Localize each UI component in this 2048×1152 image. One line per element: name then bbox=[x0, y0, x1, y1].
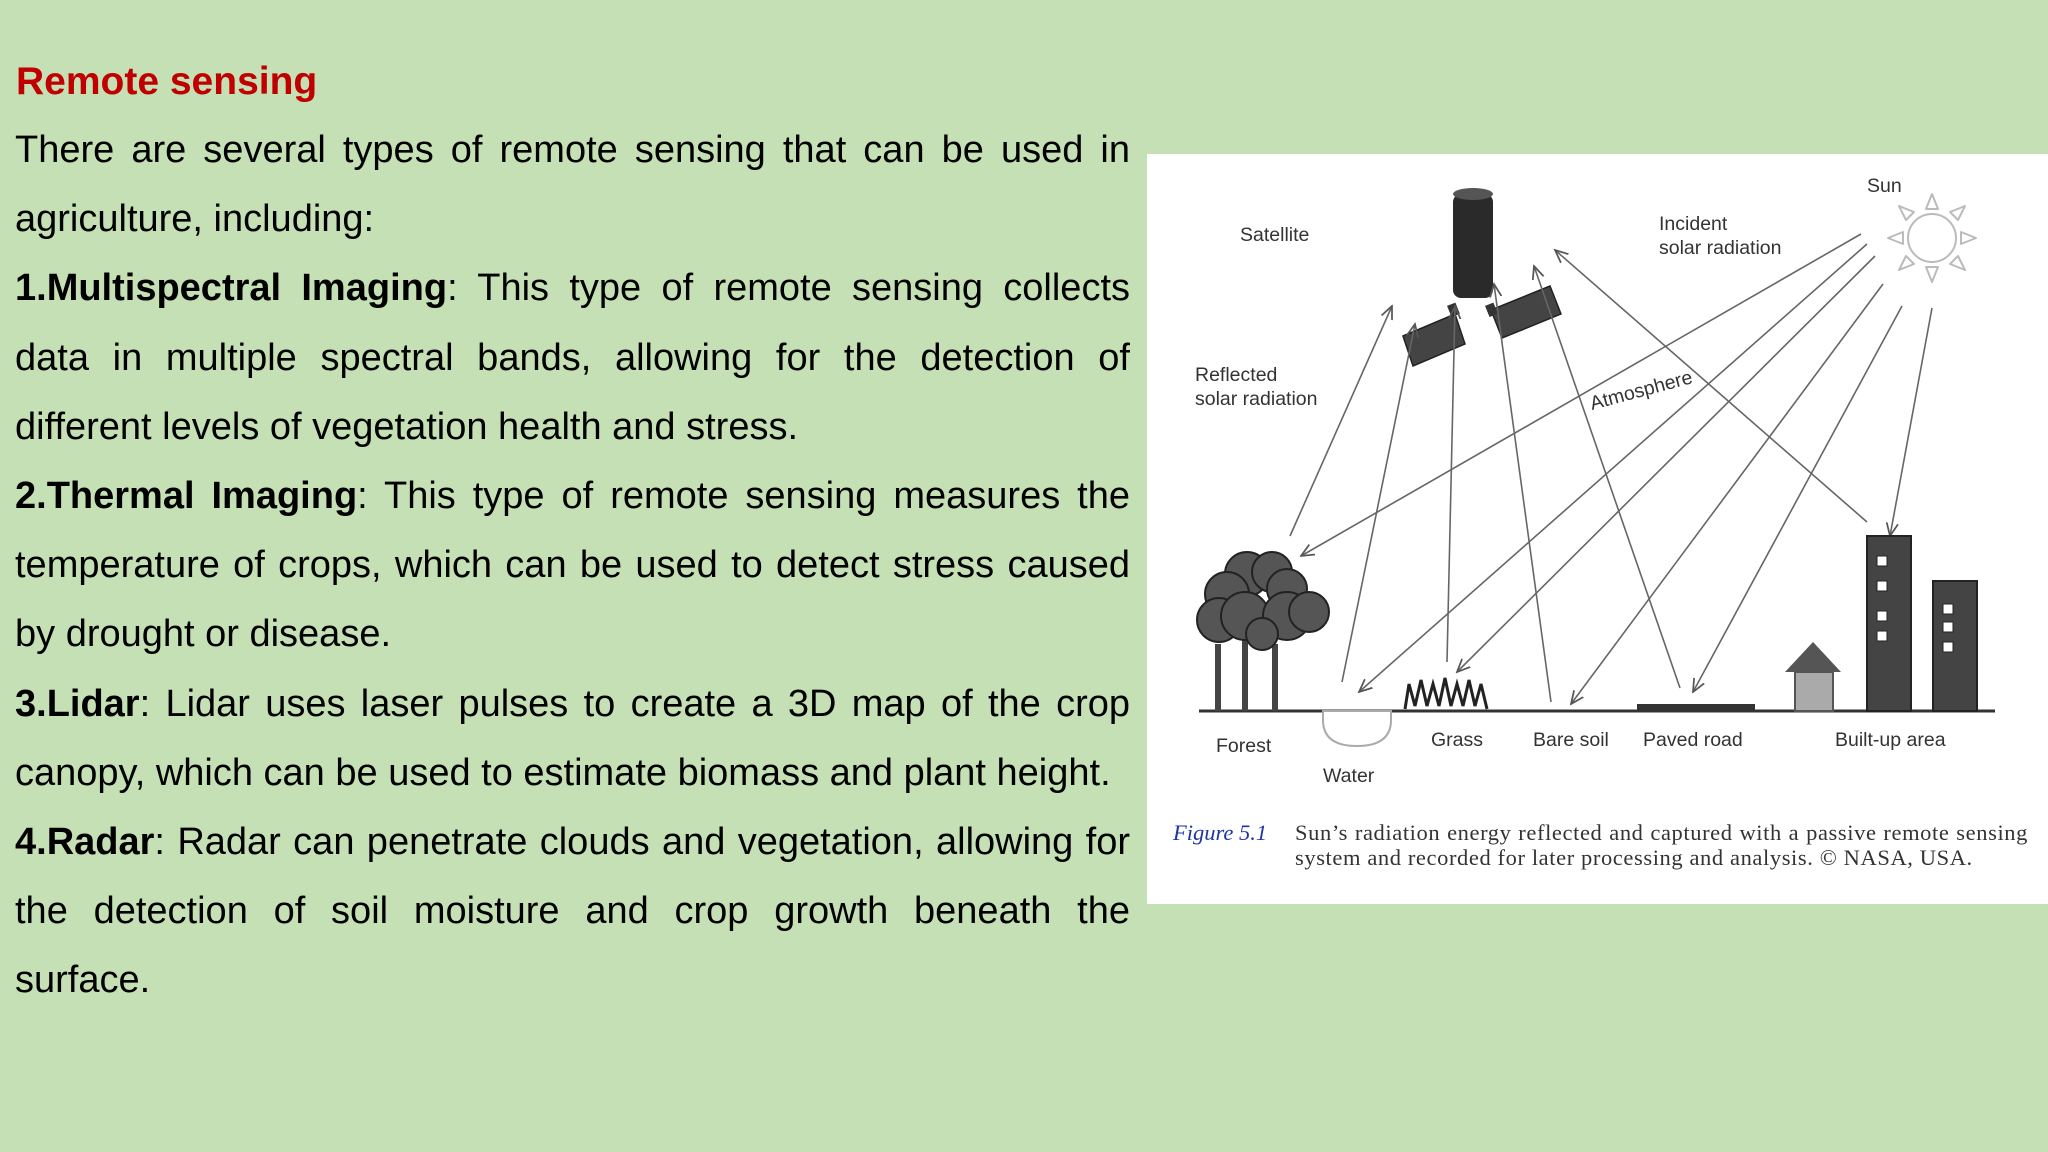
label-built-up-area: Built-up area bbox=[1835, 729, 1946, 751]
caption-text: Sun’s radiation energy reflected and captured with a passive remote sensing system and recorded for later processing and analysis. © NASA, USA. bbox=[1295, 820, 2028, 870]
sun-icon bbox=[1888, 194, 1976, 282]
water-icon bbox=[1323, 711, 1391, 746]
item-text: : Lidar uses laser pulses to create a 3D map of the crop canopy, which can be used to estimate biomass and plant height. bbox=[15, 682, 1130, 794]
label-reflected-2: solar radiation bbox=[1195, 388, 1318, 410]
reflected-radiation-arrows bbox=[1290, 250, 1867, 702]
label-grass: Grass bbox=[1431, 729, 1484, 751]
label-reflected-1: Reflected bbox=[1195, 364, 1278, 386]
list-item bbox=[15, 462, 1130, 670]
label-bare-soil: Bare soil bbox=[1533, 729, 1609, 751]
body-text bbox=[15, 116, 1130, 1016]
item-term: 4.Radar bbox=[15, 821, 155, 864]
forest-icon bbox=[1197, 552, 1329, 711]
label-incident-1: Incident bbox=[1659, 213, 1728, 235]
item-term: 1.Multispectral Imaging bbox=[15, 267, 448, 310]
label-incident-2: solar radiation bbox=[1659, 237, 1782, 259]
label-forest: Forest bbox=[1216, 735, 1272, 757]
label-satellite: Satellite bbox=[1240, 224, 1310, 246]
item-term: 3.Lidar bbox=[15, 682, 140, 725]
intro-paragraph: There are several types of remote sensing that can be used in agriculture, including: bbox=[15, 129, 1130, 241]
list-item bbox=[15, 808, 1130, 1016]
item-text: : This type of remote sensing measures the temperature of crops, which can be used to detect stress caused by drought or disease. bbox=[15, 475, 1130, 656]
slide-title: Remote sensing bbox=[16, 60, 318, 103]
house-icon bbox=[1785, 642, 1841, 711]
item-text: : This type of remote sensing collects data in multiple spectral bands, allowing for the detection of different levels of vegetation health and stress. bbox=[15, 267, 1130, 448]
list-item bbox=[15, 670, 1130, 808]
label-atmosphere: Atmosphere bbox=[1587, 366, 1695, 415]
figure-panel bbox=[1147, 154, 2048, 904]
label-paved-road: Paved road bbox=[1643, 729, 1743, 751]
item-text: : Radar can penetrate clouds and vegetation, allowing for the detection of soil moisture and crop growth beneath the surface. bbox=[15, 821, 1130, 1002]
building-icon bbox=[1867, 536, 1977, 711]
remote-sensing-diagram bbox=[1147, 154, 2048, 814]
caption-label: Figure 5.1 bbox=[1173, 820, 1268, 845]
list-item bbox=[15, 254, 1130, 462]
grass-icon bbox=[1405, 678, 1487, 709]
label-water: Water bbox=[1323, 765, 1375, 787]
paved-road-icon bbox=[1637, 704, 1755, 711]
label-sun: Sun bbox=[1867, 175, 1902, 197]
item-term: 2.Thermal Imaging bbox=[15, 475, 358, 518]
